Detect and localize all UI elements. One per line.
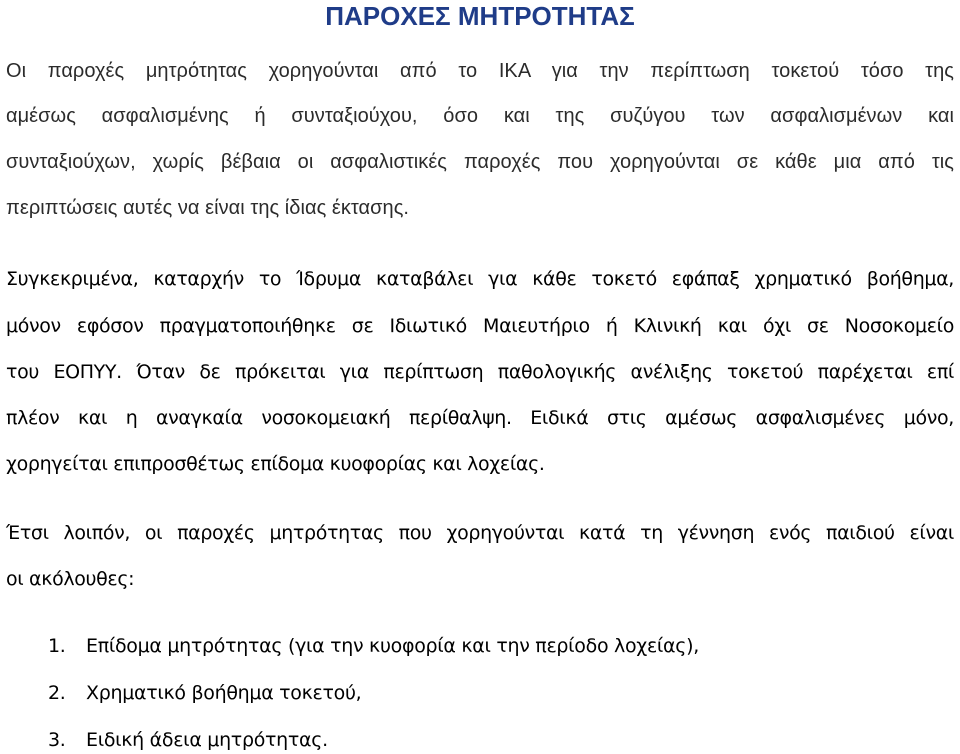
paragraph-line: οι ακόλουθες: — [6, 568, 135, 590]
paragraph-line: Έτσι λοιπόν, οι παροχές μητρότητας που χορηγούνται κατά τη γέννηση ενός παιδιού είναι — [6, 522, 954, 544]
paragraph-line: Οι παροχές μητρότητας χορηγούνται από το ΙΚΑ για την περίπτωση τοκετού τόσο της — [6, 60, 954, 82]
list-item — [48, 680, 361, 706]
list-item-text: Ειδική άδεια μητρότητας. — [86, 729, 328, 751]
list-item-number: 3. — [48, 729, 66, 751]
paragraph-line: συνταξιούχων, χωρίς βέβαια οι ασφαλιστικές παροχές που χορηγούνται σε κάθε μια από τις — [6, 151, 954, 173]
page-title: ΠΑΡΟΧΕΣ ΜΗΤΡΟΤΗΤΑΣ — [325, 1, 635, 31]
paragraph-line: του ΕΟΠΥΥ. Όταν δε πρόκειται για περίπτωση παθολογικής ανέλιξης τοκετού παρέχεται επί — [6, 361, 954, 383]
list-item-text: Χρηματικό βοήθημα τοκετού, — [86, 682, 362, 704]
paragraph-line: Συγκεκριμένα, καταρχήν το Ίδρυμα καταβάλει για κάθε τοκετό εφάπαξ χρηματικό βοήθημα, — [6, 268, 954, 290]
paragraph-line: περιπτώσεις αυτές να είναι της ίδιας έκτασης. — [6, 197, 410, 219]
list-item-text: Επίδομα μητρότητας (για την κυοφορία και την περίοδο λοχείας), — [86, 635, 699, 657]
paragraph-line: χορηγείται επιπροσθέτως επίδομα κυοφορίας και λοχείας. — [6, 453, 545, 475]
paragraph-line: πλέον και η αναγκαία νοσοκομειακή περίθαλψη. Ειδικά στις αμέσως ασφαλισμένες μόνο, — [6, 407, 954, 429]
paragraph-line: αμέσως ασφαλισμένης ή συνταξιούχου, όσο και της συζύγου των ασφαλισμένων και — [6, 105, 954, 127]
paragraph-line: μόνον εφόσον πραγματοποιήθηκε σε Ιδιωτικό Μαιευτήριο ή Κλινική και όχι σε Νοσοκομείο — [6, 315, 954, 337]
list-item-number: 2. — [48, 682, 66, 704]
list-item — [48, 727, 328, 753]
list-item — [48, 633, 699, 659]
list-item-number: 1. — [48, 635, 66, 657]
